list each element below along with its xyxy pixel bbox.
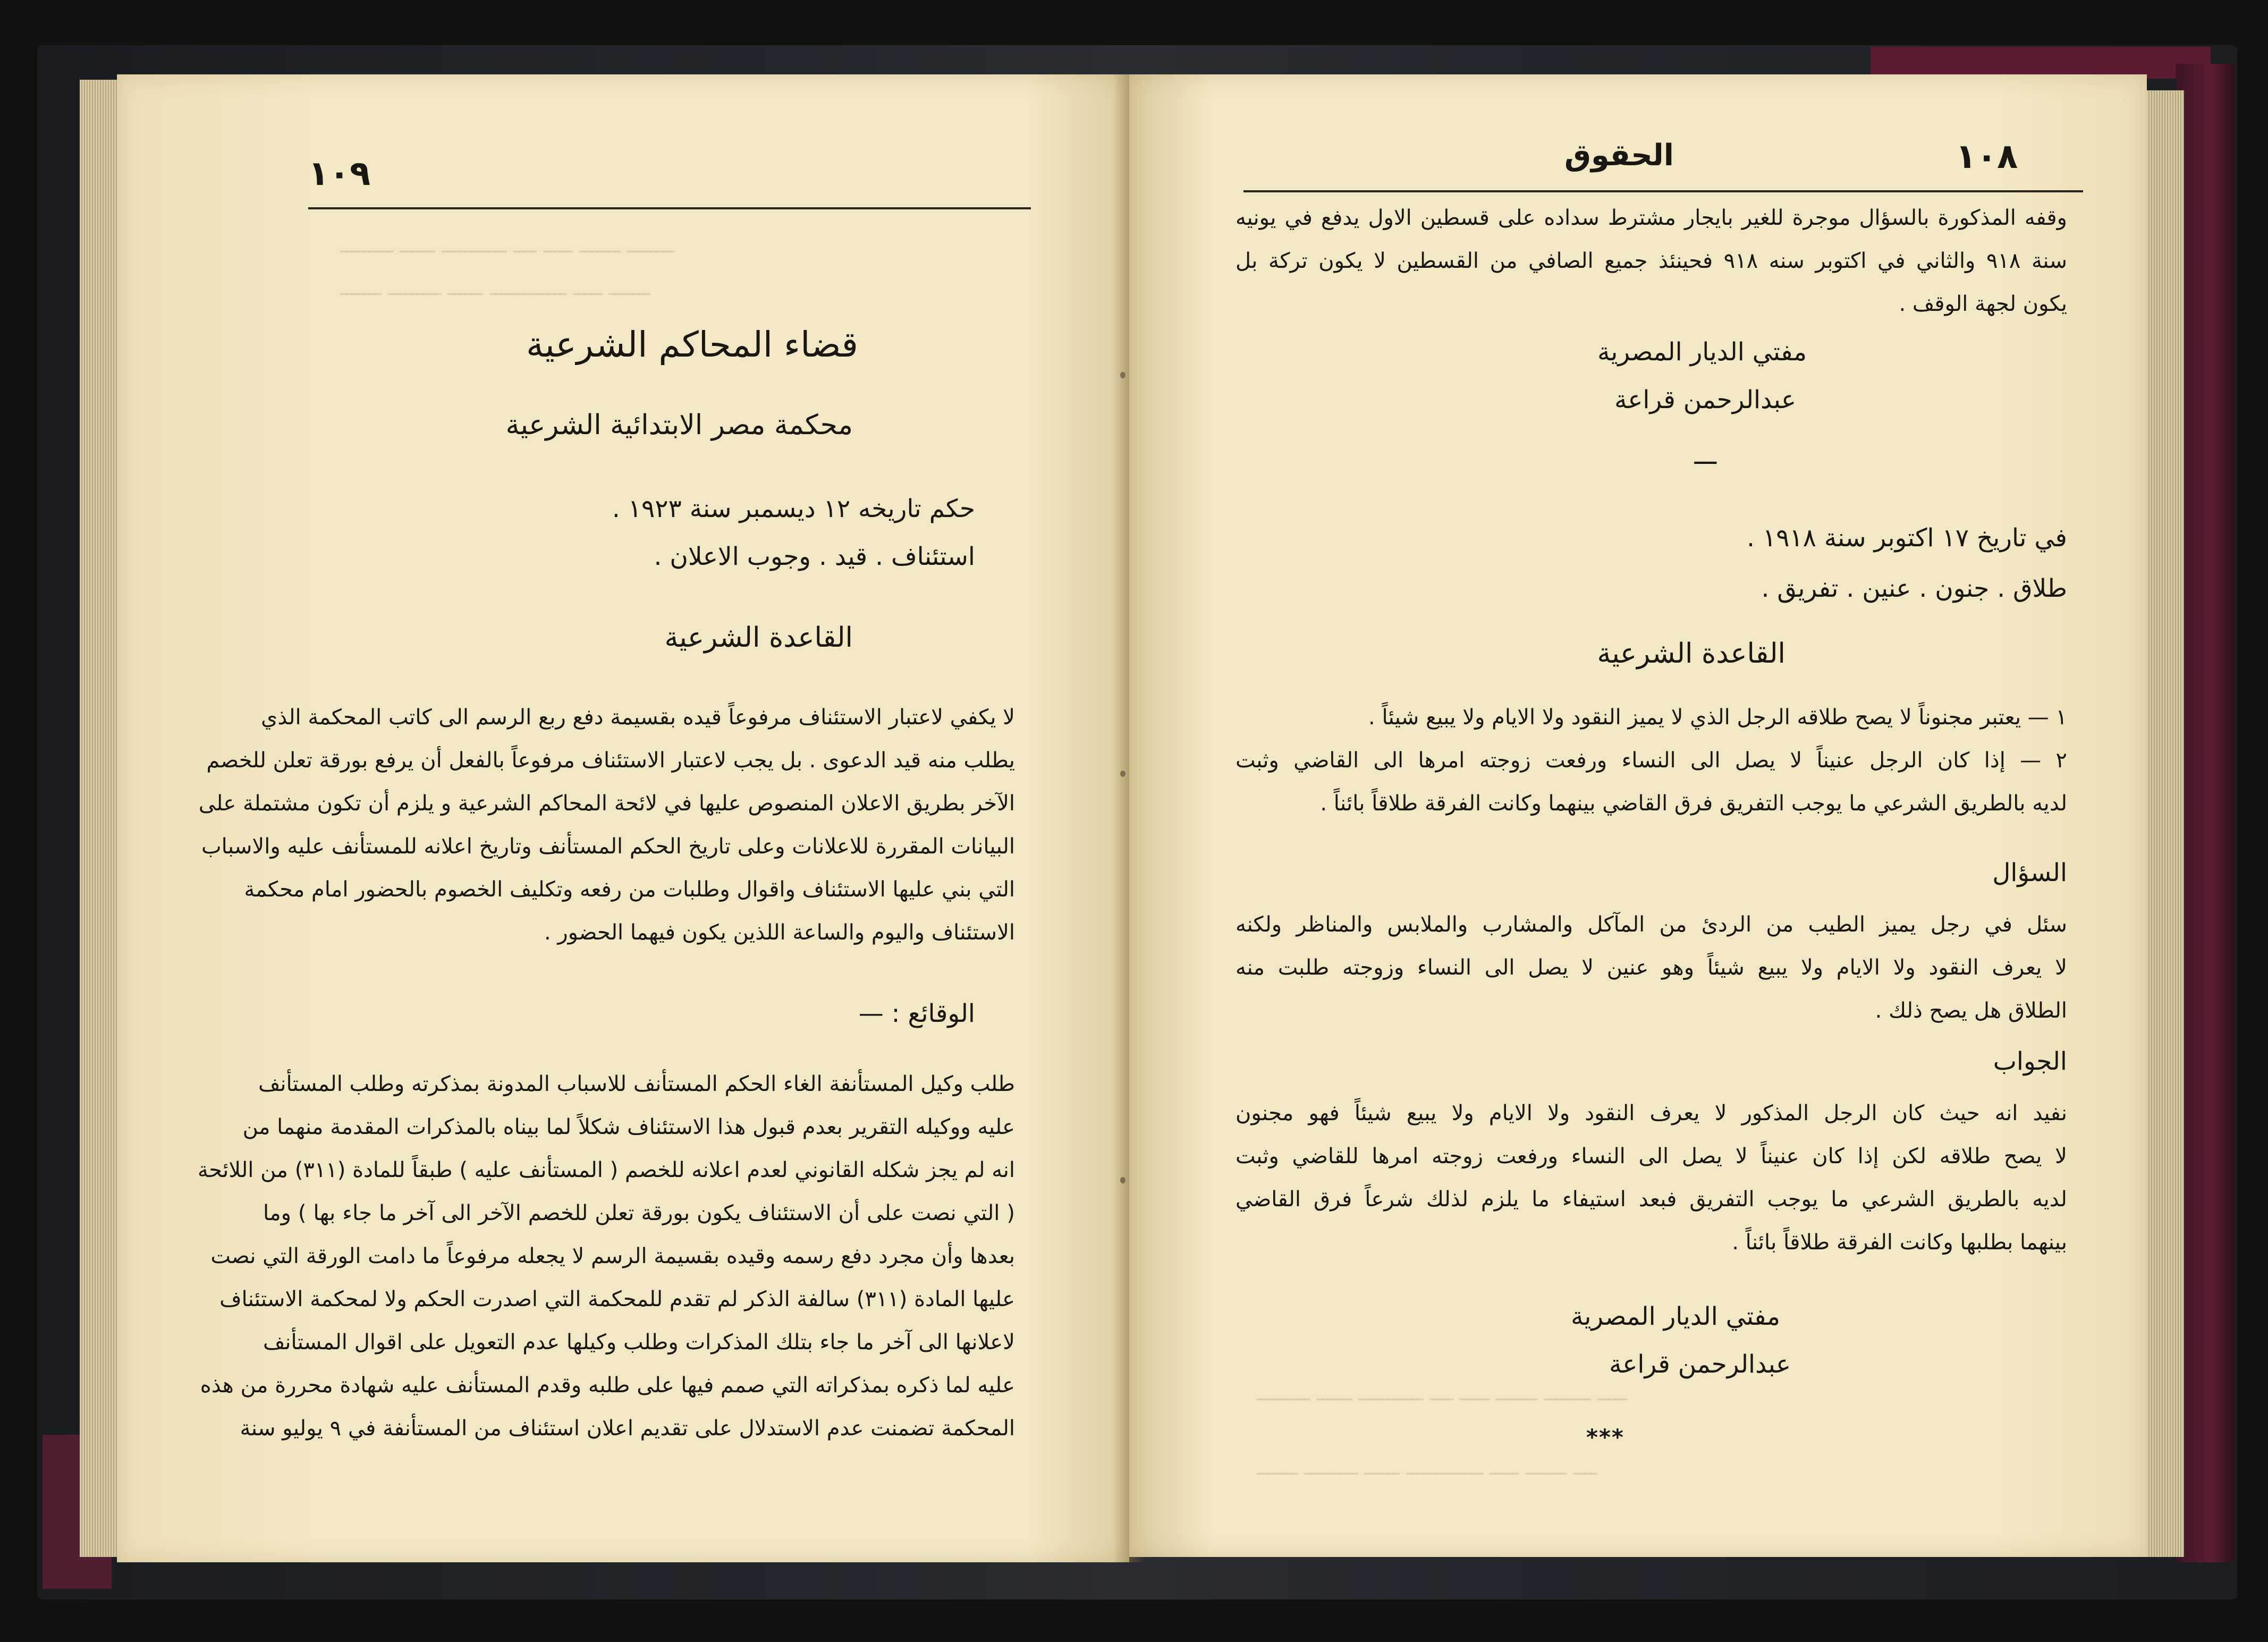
text-line: يكون لجهة الوقف . bbox=[1899, 292, 2067, 316]
page-number: ١٠٨ bbox=[1956, 137, 2018, 176]
bleed-through-text: ـــــــ ـــــــــ ــــــ ـــــــــــــ ـــــ ـــــــ ــــ bbox=[1257, 1456, 1597, 1479]
mufti-title: مفتي الديار المصرية bbox=[1571, 1302, 1780, 1331]
text-line: البيانات المقررة للاعلانات وعلى تاريخ الحكم المستأنف وتاريخ اعلانه للمستأنف عليه والاسباب bbox=[201, 834, 1015, 859]
judgment-date: حكم تاريخه ١٢ ديسمبر سنة ١٩٢٣ . bbox=[612, 494, 975, 523]
mufti-name: عبدالرحمن قراعة bbox=[1609, 1350, 1791, 1379]
text-line: لا يكفي لاعتبار الاستئناف مرفوعاً قيده بقسيمة دفع ربع الرسم الى كاتب المحكمة الذي bbox=[261, 705, 1015, 730]
question-heading: السؤال bbox=[1992, 858, 2067, 887]
judgment-keywords: استئناف . قيد . وجوب الاعلان . bbox=[654, 542, 975, 571]
text-line: لديه بالطريق الشرعي ما يوجب التفريق فرق القاضي بينهما وكانت الفرقة طلاقاً بائناً . bbox=[1320, 791, 2067, 816]
page-edges-right bbox=[2142, 90, 2184, 1557]
question-paragraph bbox=[1235, 903, 2067, 1032]
bleed-through-text: ـــــــ ـــــــــ ــــــ ـــــــــــــ ـــــ ـــــــ bbox=[340, 276, 650, 300]
binding-top-strip bbox=[1871, 47, 2211, 79]
binding-hole bbox=[1120, 1177, 1125, 1183]
text-line: المحكمة تضمنت عدم الاستدلال على تقديم اعلان استئناف من المستأنفة في ٩ يوليو سنة bbox=[240, 1416, 1015, 1441]
text-line: عليه ووكيله التقرير بعدم قبول هذا الاستئناف شكلاً لما بيناه بالمذكرات المقدمة منهما من bbox=[242, 1115, 1015, 1139]
text-line: لاعلانها الى آخر ما جاء بتلك المذكرات وطلب وكيلها عدم التعويل على اقوال المستأنف bbox=[263, 1330, 1015, 1355]
text-line: التي بني عليها الاستئناف واقوال وطلبات من رفعه وتكليف الخصوم بالحضور امام محكمة bbox=[244, 877, 1015, 902]
answer-paragraph bbox=[1235, 1092, 2067, 1264]
running-head: الحقوق bbox=[1564, 138, 1674, 173]
text-line: ١ — يعتبر مجنوناً لا يصح طلاقه الرجل الذي لا يميز النقود ولا الايام ولا يبيع شيئاً . bbox=[1368, 705, 2067, 730]
answer-heading: الجواب bbox=[1993, 1047, 2067, 1076]
text-line: لا يصح طلاقه لكن إذا كان عنيناً لا يصل الى النساء ورفعت زوجته امرها للقاضي وثبت bbox=[1235, 1144, 2067, 1169]
text-line: طلب وكيل المستأنفة الغاء الحكم المستأنف للاسباب المدونة بمذكرته وطلب المستأنف bbox=[258, 1072, 1015, 1096]
header-rule bbox=[1243, 190, 2083, 192]
rule-paragraph bbox=[198, 696, 1015, 954]
right-page bbox=[1129, 74, 2147, 1557]
text-line: نفيد انه حيث كان الرجل المذكور لا يعرف النقود ولا الايام ولا يبيع شيئاً فهو مجنون bbox=[1235, 1101, 2067, 1125]
fatwa-keywords: طلاق . جنون . عنين . تفريق . bbox=[1761, 574, 2067, 603]
facts-paragraph bbox=[197, 1063, 1015, 1450]
text-line: عليها المادة (٣١١) سالفة الذكر لم تقدم للمحكمة التي اصدرت الحكم ولا لمحكمة الاستئناف bbox=[219, 1287, 1015, 1311]
header-rule bbox=[308, 207, 1031, 209]
text-line: ٢ — إذا كان الرجل عنيناً لا يصل الى النساء ورفعت زوجته امرها الى القاضي وثبت bbox=[1235, 748, 2067, 773]
bleed-through-text: ـــــــــ ــــــ ـــــــــــ ــــ ـــــ ـــــــ ــــــــ bbox=[340, 234, 675, 257]
text-line: سنة ٩١٨ والثاني في اكتوبر سنه ٩١٨ فحينئذ جميع الصافي من القسطين لا يكون تركة بل bbox=[1235, 249, 2068, 273]
end-mark: *** bbox=[1586, 1424, 1624, 1450]
text-line: بينهما بطلبها وكانت الفرقة طلاقاً بائناً . bbox=[1732, 1230, 2067, 1255]
facts-heading: الوقائع : — bbox=[858, 999, 975, 1028]
binding-hole bbox=[1120, 771, 1125, 777]
rule-heading: القاعدة الشرعية bbox=[664, 622, 853, 654]
fatwa-date: في تاريخ ١٧ اكتوبر سنة ١٩١٨ . bbox=[1747, 523, 2067, 553]
text-line: سئل في رجل يميز الطيب من الردئ من المآكل والمشارب والملابس والمناظر ولكنه bbox=[1235, 912, 2067, 937]
text-line: انه لم يجز شكله القانوني لعدم اعلانه للخصم ( المستأنف عليه ) طبقاً للمادة (٣١١) من اللائحة bbox=[197, 1158, 1015, 1182]
text-line: الاستئناف واليوم والساعة اللذين يكون فيهما الحضور . bbox=[544, 920, 1015, 945]
rule-heading: القاعدة الشرعية bbox=[1597, 638, 1785, 670]
mufti-title: مفتي الديار المصرية bbox=[1597, 337, 1807, 367]
rule-paragraph bbox=[1235, 696, 2067, 825]
page-number: ١٠٩ bbox=[308, 154, 371, 193]
continued-paragraph bbox=[1235, 197, 2067, 326]
text-line: لديه بالطريق الشرعي ما يوجب التفريق فبعد استيفاء ما يلزم لذلك شرعاً فرق القاضي bbox=[1235, 1187, 2067, 1212]
page-title: قضاء المحاكم الشرعية bbox=[526, 324, 858, 365]
mufti-name: عبدالرحمن قراعة bbox=[1614, 385, 1796, 414]
binding-spine-edge bbox=[2176, 64, 2235, 1562]
text-line: بعدها وأن مجرد دفع رسمه وقيده بقسيمة الرسم لا يجعله مرفوعاً ما دامت الورقة التي نصت bbox=[210, 1244, 1015, 1268]
text-line: الطلاق هل يصح ذلك . bbox=[1875, 998, 2067, 1023]
binding-hole bbox=[1120, 372, 1125, 378]
court-name: محكمة مصر الابتدائية الشرعية bbox=[505, 409, 853, 441]
bleed-through-text: ـــــــــ ــــــ ـــــــــــ ــــ ـــــ ـــــــ ــــــــ ـــــ bbox=[1257, 1382, 1627, 1405]
section-separator: ـــ bbox=[1694, 441, 1716, 470]
text-line: ( التي نصت على أن الاستئناف يكون بورقة تعلن للخصم الآخر الى آخر ما جاء بها ) وما bbox=[263, 1201, 1015, 1225]
left-page bbox=[117, 74, 1129, 1562]
text-line: لا يعرف النقود ولا الايام ولا يبيع شيئاً وهو عنين لا يصل الى النساء وزوجته طلبت منه bbox=[1235, 955, 2067, 980]
text-line: وقفه المذكورة بالسؤال موجرة للغير بايجار مشترط سداده على قسطين الاول يدفع في يونيه bbox=[1235, 206, 2067, 230]
text-line: عليه لما ذكره بمذكراته التي صمم فيها على طلبه وقدم المستأنف عليه شهادة محررة من هذه bbox=[200, 1373, 1015, 1398]
text-line: يطلب منه قيد الدعوى . بل يجب لاعتبار الاستئناف مرفوعاً بالفعل أن يرفع بورقة تعلن للخصم bbox=[206, 748, 1015, 773]
text-line: الآخر بطريق الاعلان المنصوص عليها في لائحة المحاكم الشرعية و يلزم أن تكون مشتملة على bbox=[198, 791, 1015, 816]
page-edges-left bbox=[80, 80, 122, 1557]
